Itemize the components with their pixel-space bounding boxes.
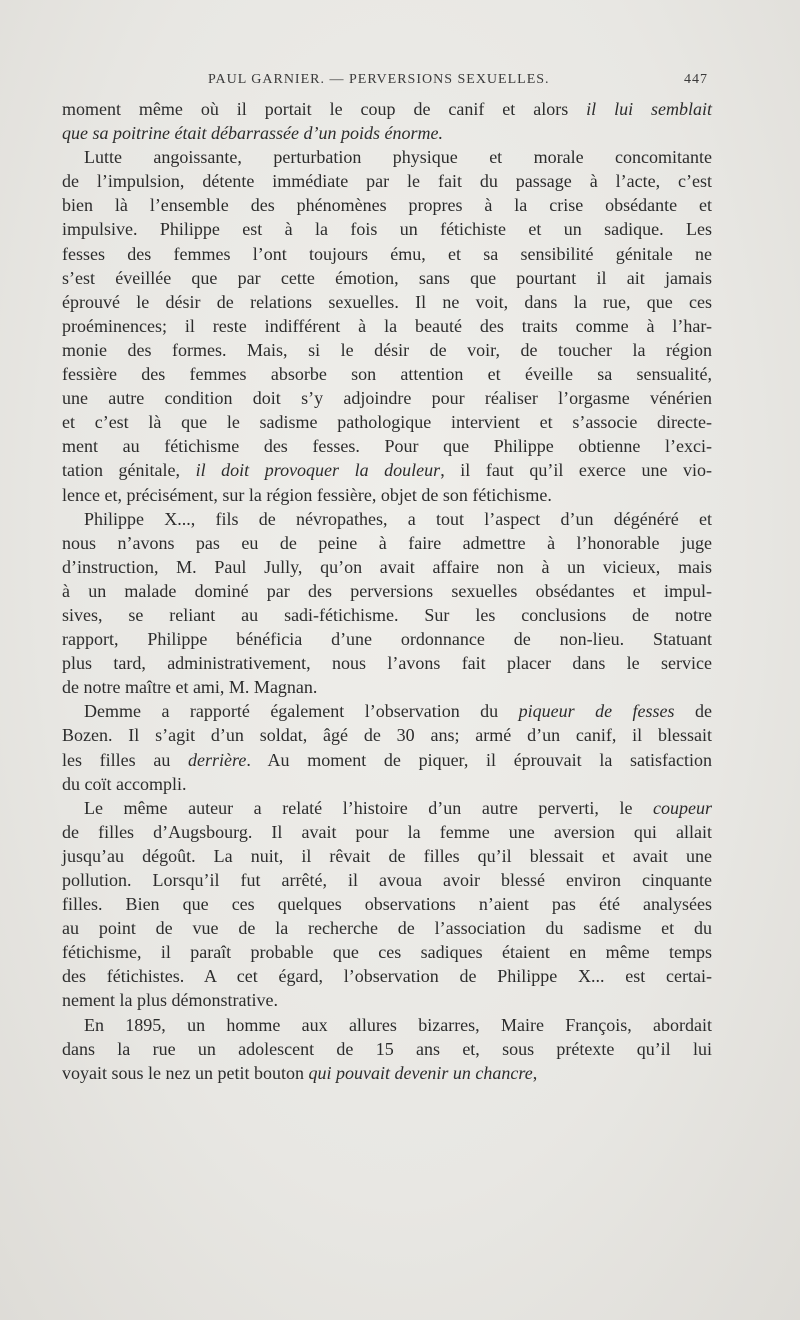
text-line: [62, 916, 712, 940]
text-segment: voyait sous le nez un petit bouton: [62, 1062, 309, 1083]
page-header: [95, 72, 710, 96]
text-line: [62, 193, 712, 217]
text-line: [62, 748, 712, 772]
text-line: [62, 603, 712, 627]
text-segment: de l’impulsion, détente immédiate par le fait du passage à l’acte, c’est: [62, 171, 712, 192]
text-segment: et c’est là que le sadisme pathologique intervient et s’associe directe-: [62, 412, 712, 433]
italic-text: derrière: [188, 749, 247, 770]
text-line: [62, 145, 712, 169]
text-segment: ,: [532, 1062, 538, 1083]
text-segment: à un malade dominé par des perversions sexuelles obsédantes et impul-: [62, 580, 712, 601]
text-segment: des fétichistes. A cet égard, l’observation de Philippe X... est certai-: [62, 966, 712, 987]
text-segment: pollution. Lorsqu’il fut arrêté, il avoua avoir blessé environ cinquante: [62, 870, 712, 890]
text-line: [62, 242, 712, 266]
text-segment: de: [674, 701, 712, 722]
text-line: [62, 507, 712, 531]
text-line: [62, 338, 712, 362]
text-segment: fesses des femmes l’ont toujours ému, et sa sensibilité génitale ne: [62, 243, 712, 264]
text-line: [62, 555, 712, 579]
text-segment: . Au moment de piquer, il éprouvait la satisfaction: [246, 749, 712, 770]
text-line: [62, 868, 712, 892]
text-line: [62, 675, 712, 699]
text-line: [62, 531, 712, 555]
text-line: [62, 892, 712, 916]
text-segment: moment même où il portait le coup de canif et alors: [62, 99, 587, 119]
text-segment: s’est éveillée que par cette émotion, sans que pourtant il ait jamais: [62, 267, 712, 288]
text-line: [62, 290, 712, 314]
text-line: [62, 1013, 712, 1037]
text-line: [62, 266, 712, 290]
text-line: [62, 940, 712, 964]
text-segment: impulsive. Philippe est à la fois un fétichiste et un sadique. Les: [62, 219, 712, 240]
text-segment: éprouvé le désir de relations sexuelles. Il ne voit, dans la rue, que ces: [62, 291, 712, 312]
text-line: [62, 1061, 712, 1085]
text-line: [62, 314, 712, 338]
text-segment: Le même auteur a relaté l’histoire d’un autre perverti, le: [84, 797, 654, 818]
text-segment: fessière des femmes absorbe son attention et éveille sa sensualité,: [62, 364, 712, 385]
italic-text: il lui semblait: [586, 99, 713, 119]
text-line: [62, 169, 712, 193]
text-segment: ment au fétichisme des fesses. Pour que Philippe obtienne l’exci-: [62, 436, 712, 457]
text-segment: sives, se reliant au sadi-fétichisme. Sur les conclusions de notre: [62, 604, 712, 625]
text-segment: Philippe X..., fils de névropathes, a tout l’aspect d’un dégénéré et: [84, 508, 712, 529]
text-line: [62, 1037, 712, 1061]
text-line: [62, 820, 712, 844]
text-line: [62, 579, 712, 603]
italic-text: il doit provoquer la douleur: [195, 460, 441, 481]
text-line: [62, 386, 712, 410]
text-line: [62, 483, 712, 507]
text-segment: tation génitale,: [62, 460, 196, 481]
text-line: [62, 796, 712, 820]
text-segment: Bozen. Il s’agit d’un soldat, âgé de 30 ans; armé d’un canif, il blessait: [62, 725, 712, 746]
text-segment: En 1895, un homme aux allures bizarres, Maire François, abordait: [84, 1014, 712, 1035]
text-segment: nous n’avons pas eu de peine à faire admettre à l’honorable juge: [62, 532, 712, 553]
text-line: [62, 217, 712, 241]
text-line: [62, 844, 712, 868]
text-line: [62, 410, 712, 434]
text-segment: rapport, Philippe bénéficia d’une ordonnance de non-lieu. Statuant: [62, 629, 712, 650]
text-segment: Demme a rapporté également l’observation du: [84, 701, 519, 722]
body-text: [62, 97, 712, 1085]
text-line: [62, 362, 712, 386]
text-segment: les filles au: [62, 749, 189, 770]
text-segment: d’instruction, M. Paul Jully, qu’on avait affaire non à un vicieux, mais: [62, 556, 712, 577]
text-line: [62, 627, 712, 651]
text-segment: bien là l’ensemble des phénomènes propres à la crise obsédante et: [62, 195, 712, 216]
text-line: [62, 772, 712, 796]
italic-text: qui pouvait devenir un chancre: [308, 1062, 533, 1083]
text-segment: plus tard, administrativement, nous l’avons fait placer dans le service: [62, 653, 712, 674]
text-segment: monie des formes. Mais, si le désir de voir, de toucher la région: [62, 339, 712, 360]
text-segment: de filles d’Augsbourg. Il avait pour la femme une aversion qui allait: [62, 821, 712, 842]
text-segment: du coït accompli.: [62, 773, 187, 794]
italic-text: piqueur de fesses: [518, 701, 675, 722]
text-segment: dans la rue un adolescent de 15 ans et, sous prétexte qu’il lui: [62, 1038, 712, 1059]
running-title: PAUL GARNIER. — PERVERSIONS SEXUELLES.: [208, 72, 550, 87]
text-segment: proéminences; il reste indifférent à la beauté des traits comme à l’har-: [62, 315, 712, 336]
text-segment: filles. Bien que ces quelques observations n’aient pas été analysées: [62, 894, 712, 915]
text-segment: lence et, précisément, sur la région fessière, objet de son fétichisme.: [62, 484, 552, 505]
italic-text: que sa poitrine était débarrassée d’un poids énorme.: [62, 123, 443, 144]
page-number: 447: [684, 72, 708, 87]
text-segment: au point de vue de la recherche de l’association du sadisme et du: [62, 918, 712, 939]
text-line: [62, 699, 712, 723]
text-segment: une autre condition doit s’y adjoindre pour réaliser l’orgasme vénérien: [62, 388, 712, 409]
italic-text: coupeur: [653, 797, 712, 818]
text-segment: nement la plus démonstrative.: [62, 990, 278, 1011]
text-line: [62, 988, 712, 1012]
text-segment: de notre maître et ami, M. Magnan.: [62, 677, 318, 698]
text-segment: Lutte angoissante, perturbation physique et morale concomitante: [84, 147, 712, 168]
text-line: [62, 964, 712, 988]
text-segment: fétichisme, il paraît probable que ces sadiques étaient en même temps: [62, 942, 712, 963]
text-line: [62, 434, 712, 458]
text-line: [62, 121, 712, 145]
text-segment: jusqu’au dégoût. La nuit, il rêvait de filles qu’il blessait et avait une: [62, 845, 712, 866]
text-line: [62, 723, 712, 747]
text-line: [62, 651, 712, 675]
text-segment: , il faut qu’il exerce une vio-: [440, 460, 712, 481]
text-line: [62, 97, 712, 121]
text-line: [62, 458, 712, 482]
